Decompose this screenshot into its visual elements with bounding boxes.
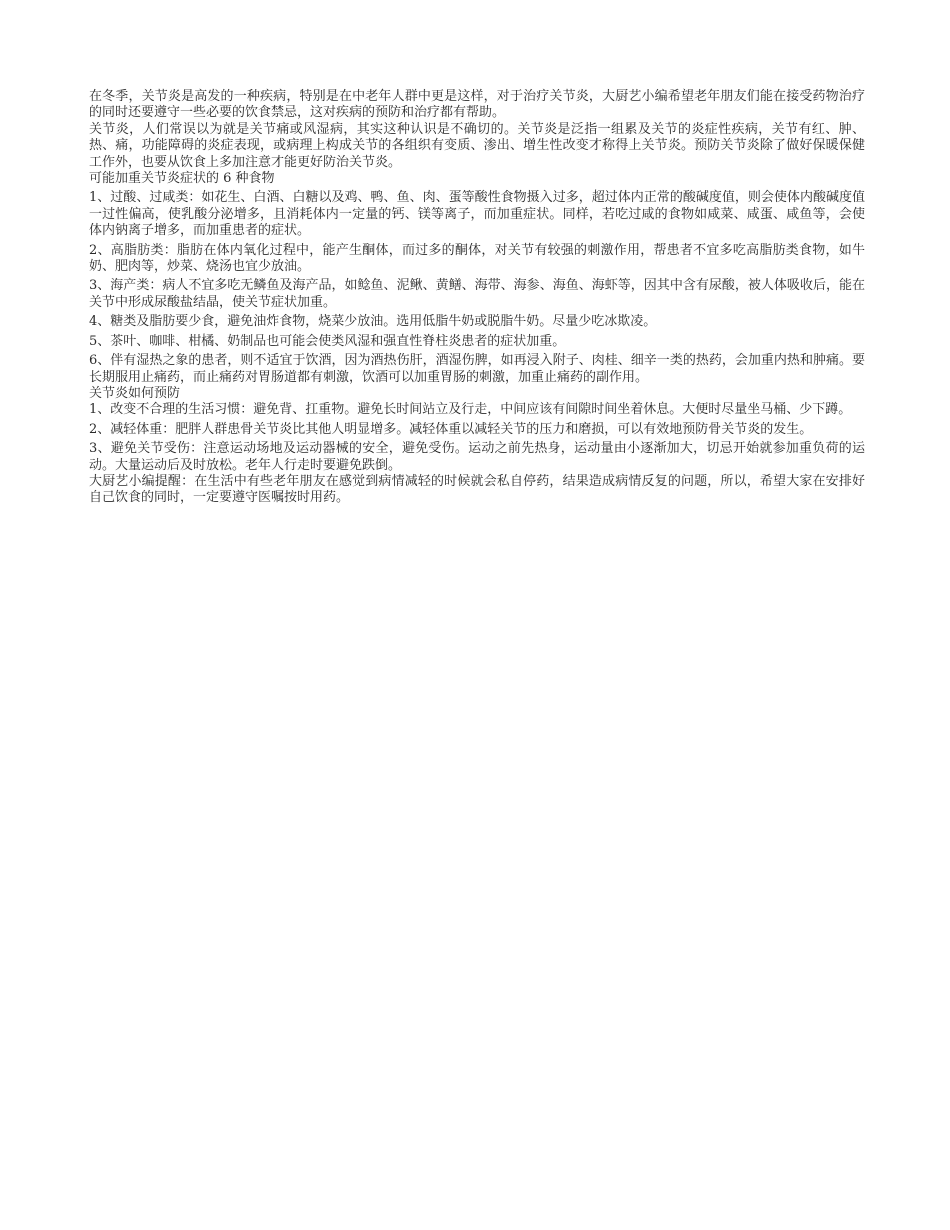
list-item: 3、海产类：病人不宜多吃无鳞鱼及海产品，如鲶鱼、泥鳅、黄鳝、海带、海参、海鱼、海虾等，因其中含有尿酸，被人体吸收后，能在关节中形成尿酸盐结晶，使关节症状加重。 [89,278,865,310]
list-item: 5、茶叶、咖啡、柑橘、奶制品也可能会使类风湿和强直性脊柱炎患者的症状加重。 [89,333,566,349]
section-heading-prevention: 关节炎如何预防 [89,385,181,401]
section-heading-foods: 可能加重关节炎症状的 6 种食物 [89,171,275,187]
document-page [89,89,865,507]
list-item: 1、过酸、过咸类：如花生、白酒、白糖以及鸡、鸭、鱼、肉、蛋等酸性食物摄入过多，超过体内正常的酸碱度值，则会使体内酸碱度值一过性偏高，使乳酸分泌增多，且消耗体内一定量的钙、镁等离子，而加重症状。同样，若吃过咸的食物如咸菜、咸蛋、咸鱼等，会使体内钠离子增多，而加重患者的症状。 [89,190,865,239]
list-item: 1、改变不合理的生活习惯：避免背、扛重物。避免长时间站立及行走，中间应该有间隙时间坐着休息。大便时尽量坐马桶、少下蹲。 [89,402,852,418]
list-item: 2、减轻体重：肥胖人群患骨关节炎比其他人明显增多。减轻体重以减轻关节的压力和磨损，可以有效地预防骨关节炎的发生。 [89,421,813,437]
intro-paragraph: 关节炎，人们常误以为就是关节痛或风湿病，其实这种认识是不确切的。关节炎是泛指一组累及关节的炎症性疾病，关节有红、肿、热、痛，功能障碍的炎症表现，或病理上构成关节的各组织有变质、渗出、增生性改变才称得上关节炎。预防关节炎除了做好保暖保健工作外，也要从饮食上多加注意才能更好防治关节炎。 [89,121,865,170]
list-item: 6、伴有湿热之象的患者，则不适宜于饮酒，因为酒热伤肝，酒湿伤脾，如再浸入附子、肉桂、细辛一类的热药，会加重内热和肿痛。要长期服用止痛药，而止痛药对胃肠道都有刺激，饮酒可以加重胃肠的刺激，加重止痛药的副作用。 [89,353,865,385]
intro-paragraph: 在冬季，关节炎是高发的一种疾病，特别是在中老年人群中更是这样，对于治疗关节炎，大厨艺小编希望老年朋友们能在接受药物治疗的同时还要遵守一些必要的饮食禁忌，这对疾病的预防和治疗都有帮助。 [89,89,865,121]
list-item: 4、糖类及脂肪要少食，避免油炸食物，烧菜少放油。选用低脂牛奶或脱脂牛奶。尽量少吃冰欺凌。 [89,314,657,330]
list-item: 3、避免关节受伤：注意运动场地及运动器械的安全，避免受伤。运动之前先热身，运动量由小逐渐加大，切忌开始就参加重负荷的运动。大量运动后及时放松。老年人行走时要避免跌倒。 [89,441,865,473]
closing-paragraph: 大厨艺小编提醒：在生活中有些老年朋友在感觉到病情减轻的时候就会私自停药，结果造成病情反复的问题，所以，希望大家在安排好自己饮食的同时，一定要遵守医嘱按时用药。 [89,473,865,506]
list-item: 2、高脂肪类：脂肪在体内氧化过程中，能产生酮体，而过多的酮体，对关节有较强的刺激作用，帮患者不宜多吃高脂肪类食物，如牛奶、肥肉等，炒菜、烧汤也宜少放油。 [89,242,865,275]
